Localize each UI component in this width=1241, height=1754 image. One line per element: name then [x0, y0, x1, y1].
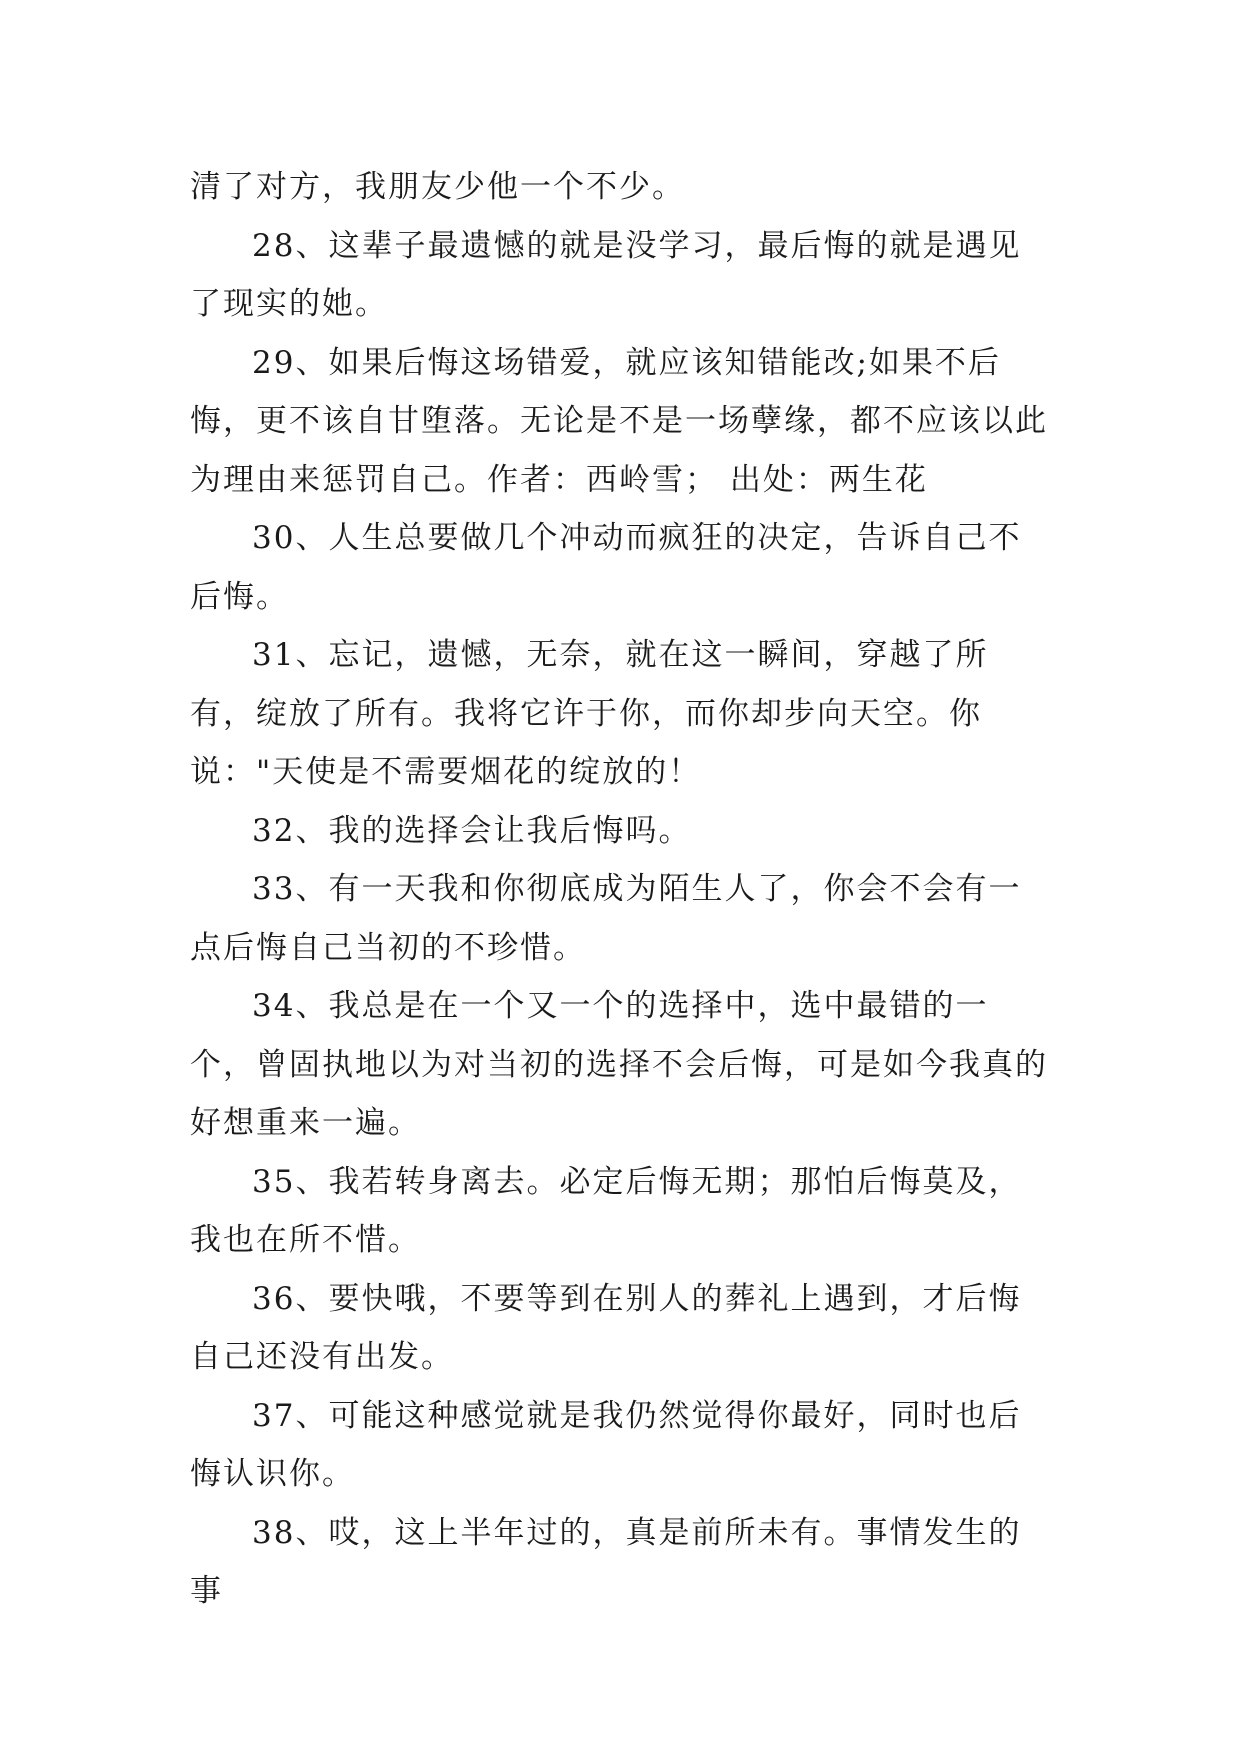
- paragraph: 38、哎，这上半年过的，真是前所未有。事情发生的事: [190, 1514, 1022, 1609]
- paragraph: 30、人生总要做几个冲动而疯狂的决定，告诉自己不后悔。: [190, 520, 1022, 615]
- paragraph: 36、要快哦，不要等到在别人的葬礼上遇到，才后悔自己还没有出发。: [190, 1280, 1022, 1375]
- paragraph: 32、我的选择会让我后悔吗。: [252, 812, 692, 849]
- paragraph: 清了对方，我朋友少他一个不少。: [190, 169, 685, 205]
- paragraph: 37、可能这种感觉就是我仍然觉得你最好，同时也后悔认识你。: [190, 1397, 1022, 1492]
- paragraph: 34、我总是在一个又一个的选择中，选中最错的一个，曾固执地以为对当初的选择不会后悔，可是如今我真的好想重来一遍。: [190, 988, 1048, 1141]
- paragraph: 35、我若转身离去。必定后悔无期；那怕后悔莫及，我也在所不惜。: [190, 1163, 1022, 1258]
- body-text: [190, 158, 1050, 1621]
- paragraph: 28、这辈子最遗憾的就是没学习，最后悔的就是遇见了现实的她。: [190, 227, 1022, 322]
- paragraph: 29、如果后悔这场错爱，就应该知错能改;如果不后悔，更不该自甘堕落。无论是不是一场孽缘，都不应该以此为理由来惩罚自己。作者：西岭雪； 出处：两生花: [190, 344, 1048, 498]
- paragraph: 31、忘记，遗憾，无奈，就在这一瞬间，穿越了所有，绽放了所有。我将它许于你，而你却步向天空。你说："天使是不需要烟花的绽放的！: [190, 637, 989, 790]
- paragraph: 33、有一天我和你彻底成为陌生人了，你会不会有一点后悔自己当初的不珍惜。: [190, 871, 1022, 966]
